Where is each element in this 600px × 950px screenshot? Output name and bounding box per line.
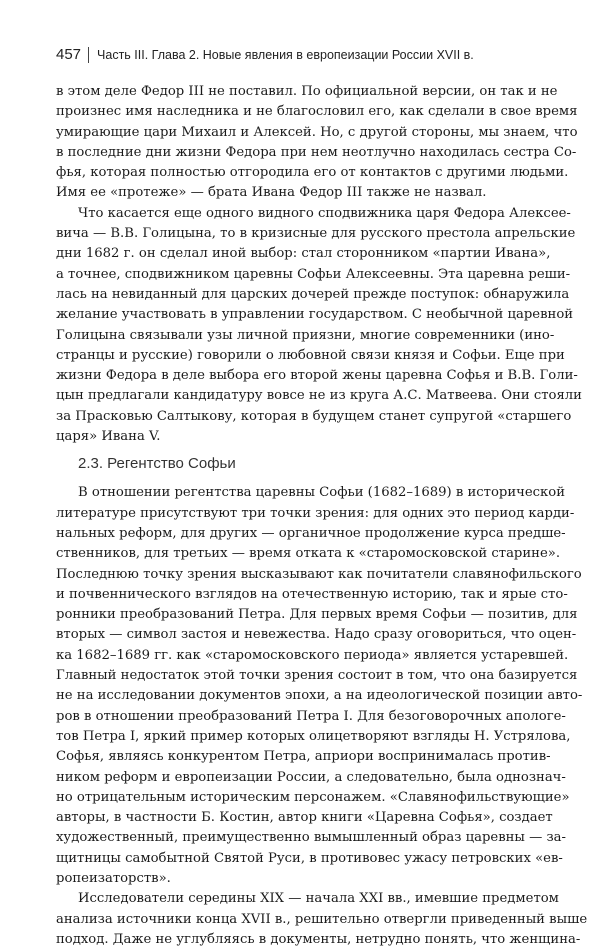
text-line: странцы и русские) говорили о любовной связи князя и Софьи. Еще при: [56, 347, 565, 363]
text-line: фья, которая полностью отгородила его от контактов с другими людьми.: [56, 165, 569, 181]
text-line: Последнюю точку зрения высказывают как почитатели славянофильского: [56, 566, 582, 582]
text-line: подход. Даже не углубляясь в документы, нетрудно понять, что женщина-: [56, 931, 581, 947]
paragraph-1: [56, 82, 578, 204]
text-line: вторых — символ застоя и невежества. Надо сразу оговориться, что оцен-: [56, 627, 577, 643]
paragraph-2: [56, 204, 582, 448]
text-line: в этом деле Федор III не поставил. По официальной версии, он так и не: [56, 84, 558, 99]
text-line: ропеизаторств».: [56, 870, 171, 886]
text-line: Имя ее «протеже» — брата Ивана Федор III также не назвал.: [56, 185, 487, 201]
text-line: ником реформ и европеизации России, а следовательно, была однознач-: [56, 769, 566, 785]
text-line: и почвеннического взглядов на отечественную историю, так и ярые сто-: [56, 586, 568, 602]
text-line: произнес имя наследника и не благословил его, как сделали в свое время: [56, 104, 578, 120]
text-line: нальных реформ, для других — органичное продолжение курса предше-: [56, 525, 566, 541]
text-line: дни 1682 г. он сделал иной выбор: стал сторонником «партии Ивана»,: [56, 246, 551, 262]
text-line: за Прасковью Салтыкову, которая в будущем станет супругой «старшего: [56, 408, 572, 424]
paragraph-3: [56, 483, 583, 889]
text-line: в последние дни жизни Федора при нем неотлучно находилась сестра Со-: [56, 144, 577, 160]
text-line: не на исследовании документов эпохи, а на идеологической позиции авто-: [56, 688, 583, 704]
text-line: художественный, преимущественно вымышленный образ царевны — за-: [56, 830, 566, 846]
running-header: [56, 46, 556, 63]
page-body: [56, 82, 588, 950]
text-line: авторы, в частности Б. Костин, автор книги «Царевна Софья», создает: [56, 810, 553, 826]
header-divider: [88, 47, 89, 63]
running-title: Часть III. Глава 2. Новые явления в европеизации России XVII в.: [97, 47, 474, 62]
text-line: Голицына связывали узы личной приязни, многие современники (ино-: [56, 327, 555, 343]
text-line: желание участвовать в управлении государством. С необычной царевной: [56, 307, 574, 323]
text-line: ров в отношении преобразований Петра I. Для безоговорочных апологе-: [56, 708, 566, 724]
paragraph-4: [56, 889, 588, 950]
text-line: а точнее, сподвижником царевны Софьи Алексеевны. Эта царевна реши-: [56, 266, 571, 282]
text-line: но отрицательным историческим персонажем. «Славянофильствующие»: [56, 789, 570, 805]
text-line: Исследователи середины XIX — начала XXI вв., имевшие предметом: [78, 891, 559, 907]
text-line: умирающие цари Михаил и Алексей. Но, с другой стороны, мы знаем, что: [56, 124, 578, 140]
text-line: жизни Федора в деле выбора его второй жены царевна Софья и В.В. Голи-: [56, 368, 578, 384]
section-heading: 2.3. Регентство Софьи: [78, 455, 236, 473]
text-line: ронники преобразований Петра. Для первых время Софьи — позитив, для: [56, 607, 578, 623]
page-number: 457: [56, 46, 82, 63]
text-line: царя» Ивана V.: [56, 429, 161, 445]
text-line: анализа источники конца XVII в., решительно отвергли приведенный выше: [56, 911, 588, 927]
text-line: ственников, для третьих — время отката к «старомосковской старине».: [56, 546, 561, 562]
text-line: тов Петра I, яркий пример которых олицетворяют взгляды Н. Устрялова,: [56, 728, 571, 744]
text-line: Софья, являясь конкурентом Петра, априори воспринималась против-: [56, 749, 551, 765]
text-line: лась на невиданный для царских дочерей прежде поступок: обнаружила: [56, 286, 570, 302]
text-line: Главный недостаток этой точки зрения состоит в том, что она базируется: [56, 668, 578, 684]
text-line: В отношении регентства царевны Софьи (1682–1689) в исторической: [78, 485, 566, 501]
text-line: цын предлагали кандидатуру вовсе не из круга А.С. Матвеева. Они стояли: [56, 388, 582, 404]
text-line: Что касается еще одного видного сподвижника царя Федора Алексее-: [78, 205, 571, 221]
text-line: щитницы самобытной Святой Руси, в противовес ужасу петровских «ев-: [56, 850, 563, 866]
text-line: ка 1682–1689 гг. как «старомосковского периода» является устаревшей.: [56, 647, 569, 663]
text-line: вича — В.В. Голицына, то в кризисные для русского престола апрельские: [56, 226, 576, 242]
text-line: литературе присутствуют три точки зрения: для одних это период карди-: [56, 505, 575, 521]
